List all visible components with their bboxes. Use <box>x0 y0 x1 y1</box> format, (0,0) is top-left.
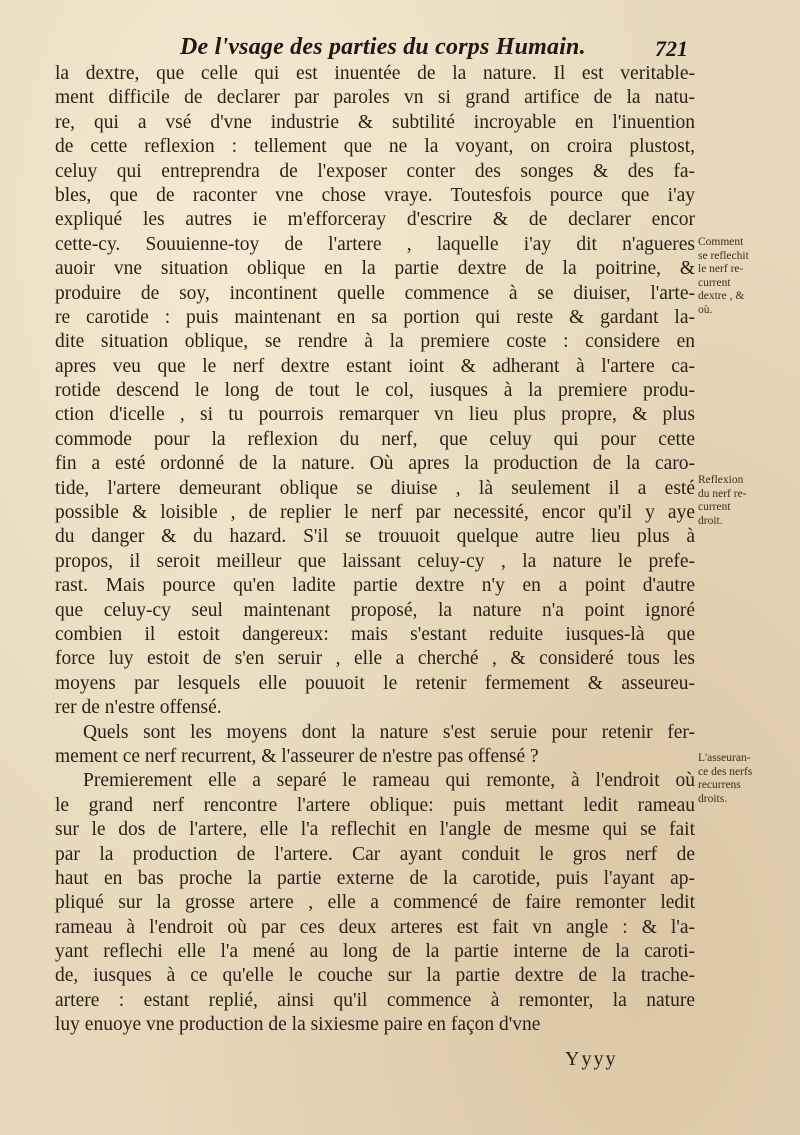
text-line: yant reflechi elle l'a mené au long de la partie interne de la caroti- <box>55 941 695 963</box>
margin-note-line: Comment <box>698 236 744 248</box>
text-line: ction d'icelle , si tu pourrois remarquer vn lieu plus propre, & plus <box>55 404 695 426</box>
text-line: luy enuoye vne production de la sixiesme paire en façon d'vne <box>55 1014 541 1036</box>
text-line: force luy estoit de s'en seruir , elle a cherché , & consideré tous les <box>55 648 695 670</box>
text-line: que celuy-cy seul maintenant proposé, la nature n'a point ignoré <box>55 599 695 621</box>
text-line: Quels sont les moyens dont la nature s'est seruie pour retenir fer- <box>83 721 695 743</box>
margin-note-line: se reflechit <box>698 249 749 262</box>
text-line: possible & loisible , de replier le nerf par necessité, encor qu'il y aye <box>55 502 695 524</box>
text-line: celuy qui entreprendra de l'exposer conter des songes & des fa- <box>55 160 695 182</box>
margin-note-reflexion-how <box>698 236 794 317</box>
text-line: rotide descend le long de tout le col, iusques à la premiere produ- <box>55 380 695 402</box>
text-line: la dextre, que celle qui est inuentée de la nature. Il est veritable- <box>55 63 695 84</box>
margin-note-line: ce des nerfs <box>698 765 753 778</box>
text-line: re carotide : puis maintenant en sa portion qui reste & gardant la- <box>55 306 695 328</box>
text-line: propos, il seroit meilleur que laissant celuy-cy , la nature le prefe- <box>55 550 695 572</box>
text-line: expliqué les autres ie m'efforceray d'escrire & de declarer encor <box>55 209 695 231</box>
signature-mark: Yyyy <box>565 1048 618 1070</box>
text-line: rast. Mais pource qu'en ladite partie dextre n'y en a point d'autre <box>55 575 695 597</box>
text-line: fin a esté ordonné de la nature. Où apres la production de la caro- <box>55 453 695 475</box>
text-line: ment difficile de declarer par paroles vn si grand artifice de la natu- <box>55 87 695 109</box>
text-line: artere : estant replié, ainsi qu'il commence à remonter, la nature <box>55 989 695 1011</box>
text-line: apres veu que le nerf dextre estant ioint & adherant à l'artere ca- <box>55 355 695 377</box>
text-line: le grand nerf rencontre l'artere oblique: puis mettant ledit rameau <box>55 794 695 816</box>
text-line: Premierement elle a separé le rameau qui remonte, à l'endroit où <box>83 770 695 792</box>
margin-note-assurance-nerves <box>698 752 794 806</box>
page-number: 721 <box>655 36 688 61</box>
text-line: re, qui a vsé d'vne industrie & subtilité incroyable en l'inuention <box>55 111 695 133</box>
text-line: de, iusques à ce qu'elle le couche sur la partie dextre de la trache- <box>55 965 695 987</box>
text-line: cette-cy. Souuienne-toy de l'artere , laquelle i'ay dit n'agueres <box>55 233 695 255</box>
margin-note-line: le nerf re- <box>698 263 744 275</box>
margin-note-line: current <box>698 501 731 513</box>
margin-note-reflexion-right-nerve <box>698 474 794 528</box>
text-line: auoir vne situation oblique en la partie dextre de la poitrine, & <box>55 258 695 280</box>
text-line: tide, l'artere demeurant oblique se diuise , là seulement il a esté <box>55 477 695 499</box>
margin-note-line: dextre , & <box>698 290 745 302</box>
main-text-block <box>55 62 695 1038</box>
text-line: bles, que de raconter vne chose vraye. Toutesfois pource que i'ay <box>55 184 695 206</box>
text-line: combien il estoit dangereux: mais s'estant reduite iusques-là que <box>55 623 695 645</box>
margin-note-line: current <box>698 276 731 289</box>
text-line: haut en bas proche la partie externe de la carotide, puis l'ayant ap- <box>55 867 695 889</box>
margin-note-line: droits. <box>698 792 728 805</box>
text-line: sur le dos de l'artere, elle l'a reflechit en l'angle de mesme qui se fait <box>55 819 695 841</box>
text-line: du danger & du hazard. S'il se trouuoit quelque autre lieu plus à <box>55 526 695 548</box>
margin-note-line: droit. <box>698 514 723 527</box>
text-line: commode pour la reflexion du nerf, que celuy qui pour cette <box>55 428 695 450</box>
text-line: moyens par lesquels elle pouuoit le retenir fermement & asseureu- <box>55 672 695 694</box>
text-line: mement ce nerf recurrent, & l'asseurer de n'estre pas offensé ? <box>55 745 539 767</box>
text-line: rer de n'estre offensé. <box>55 697 222 719</box>
text-line: par la production de l'artere. Car ayant conduit le gros nerf de <box>55 843 695 865</box>
text-line: de cette reflexion : tellement que ne la voyant, on croira plustost, <box>55 136 695 158</box>
margin-note-line: L'asseuran- <box>698 752 751 764</box>
margin-note-line: du nerf re- <box>698 487 747 500</box>
text-line: dite situation oblique, se rendre à la premiere coste : considere en <box>55 331 695 353</box>
running-title: De l'vsage des parties du corps Humain. <box>180 34 586 60</box>
margin-note-line: où. <box>698 303 713 316</box>
margin-note-line: Reflexion <box>698 474 744 486</box>
text-line: pliqué sur la grosse artere , elle a commencé de faire remonter ledit <box>55 892 695 914</box>
margin-note-line: recurrens <box>698 779 741 791</box>
text-line: rameau à l'endroit où par ces deux arteres est fait vn angle : & l'a- <box>55 916 695 938</box>
text-line: produire de soy, incontinent quelle commence à se diuiser, l'arte- <box>55 282 695 304</box>
